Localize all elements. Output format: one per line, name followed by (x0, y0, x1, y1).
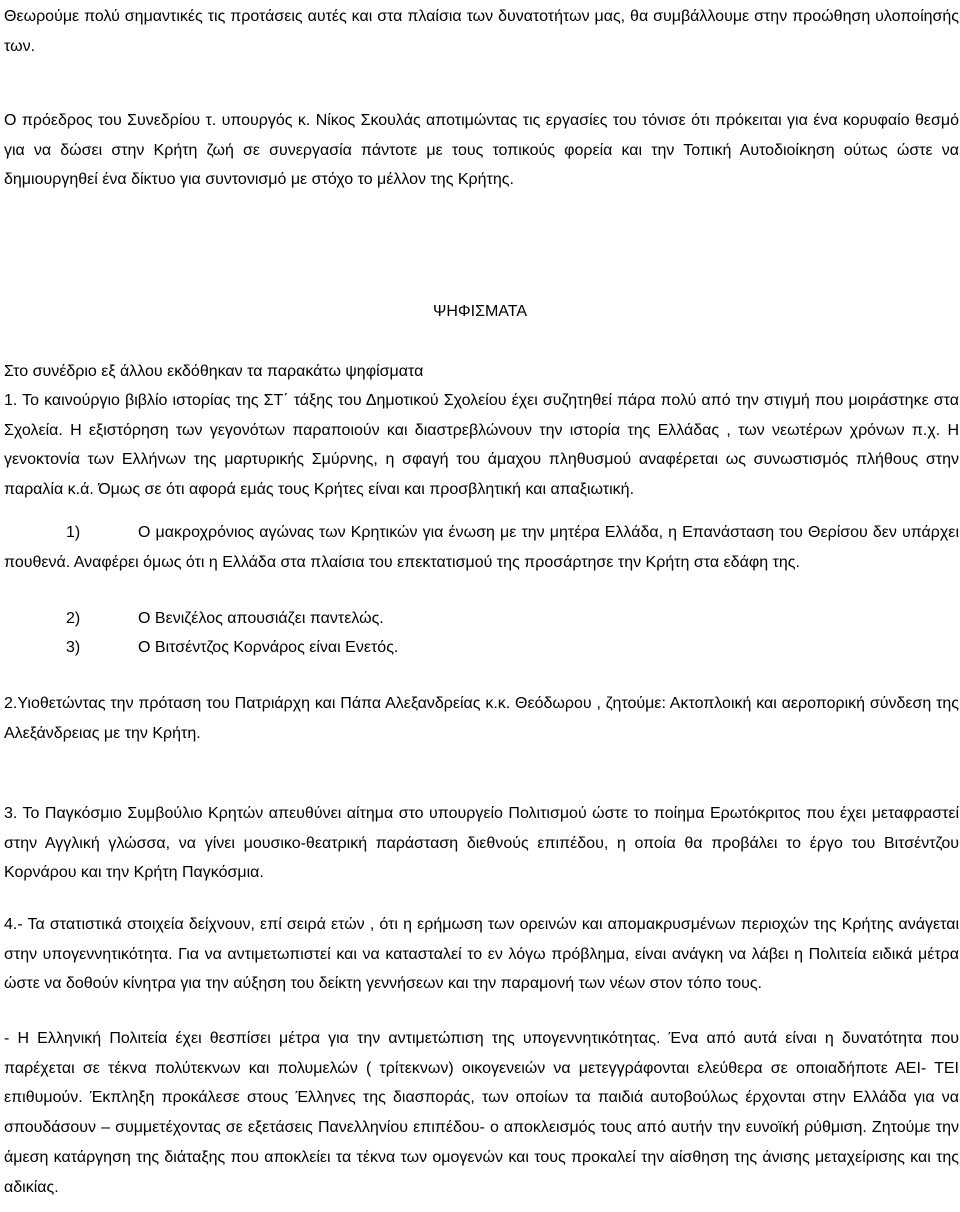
resolution-2: 2.Υιοθετώντας την πρόταση του Πατριάρχη και Πάπα Αλεξανδρείας κ.κ. Θεόδωρου , ζητούμε: Ακτοπλοική και αεροπορική σύνδεση της Αλεξάνδρειας με την Κρήτη. (4, 695, 959, 742)
section-title: ΨΗΦΙΣΜΑΤΑ (432, 303, 528, 320)
president-paragraph: Ο πρόεδρος του Συνεδρίου τ. υπουργός κ. Νίκος Σκουλάς αποτιμώντας τις εργασίες του τόνισε ότι πρόκειται για ένα κορυφαίο θεσμό για να δώσει στην Κρήτη ζωή σε συνεργασία πάντοτε με τους τοπικούς φορεία και την Τοπική Αυτοδιοίκηση ούτως ώστε να δημιουργηθεί ένα δίκτυο για συντονισμό με στόχο το μέλλον της Κρήτης. (4, 112, 959, 189)
sub-item-text: Ο Βενιζέλος απουσιάζει παντελώς. (138, 610, 384, 627)
sub-item-number: 2) (66, 610, 81, 627)
section-intro: Στο συνέδριο εξ άλλου εκδόθηκαν τα παρακάτω ψηφίσματα (4, 363, 424, 380)
resolution-1: 1. Το καινούργιο βιβλίο ιστορίας της ΣΤ΄ τάξης του Δημοτικού Σχολείου έχει συζητηθεί πάρα πολύ από την στιγμή που μοιράστηκε στα Σχολεία. Η εξιστόρηση των γεγονότων παραποιούν και διαστρεβλώνουν την ιστορία της Ελλάδας , των νεωτέρων χρόνων π.χ. Η γενοκτονία των Ελλήνων της μαρτυρικής Σμύρνης, η σφαγή του άμαχου πληθυσμού αναφέρεται ως συνωστισμός πλήθους στην παραλία κ.ά. Όμως σε ότι αφορά εμάς τους Κρήτες είναι και προσβλητική και απαξιωτική. (4, 392, 959, 499)
sub-item-1 (4, 518, 959, 577)
resolution-3: 3. Το Παγκόσμιο Συμβούλιο Κρητών απευθύνει αίτημα στο υπουργείο Πολιτισμού ώστε το ποίημα Ερωτόκριτος που έχει μεταφραστεί στην Αγγλική γλώσσα, να γίνει μουσικο-θεατρική παράσταση διεθνούς επιπέδου, η οποία θα προβάλει το έργο του Βιτσέντζου Κορνάρου και την Κρήτη Παγκόσμια. (4, 805, 959, 882)
sub-item-number: 1) (66, 524, 81, 541)
sub-item-text: Ο μακροχρόνιος αγώνας των Κρητικών για ένωση με την μητέρα Ελλάδα, η Επανάσταση του Θερίσου δεν υπάρχει πουθενά. Αναφέρει όμως ότι η Ελλάδα στα πλαίσια του επεκτατισμού της προσάρτησε την Κρήτη στα εδάφη της. (4, 524, 959, 571)
sub-item-3 (4, 633, 959, 663)
sub-item-text: Ο Βιτσέντζος Κορνάρος είναι Ενετός. (138, 639, 399, 656)
intro-paragraph: Θεωρούμε πολύ σημαντικές τις προτάσεις αυτές και στα πλαίσια των δυνατοτήτων μας, θα συμβάλλουμε στην προώθηση υλοποίησής των. (4, 8, 959, 55)
resolution-4-continued: - Η Ελληνική Πολιτεία έχει θεσπίσει μέτρα για την αντιμετώπιση της υπογεννητικότητας. Ένα από αυτά είναι η δυνατότητα που παρέχεται σε τέκνα πολύτεκνων και πολυμελών ( τρίτεκνων) οικογενειών να μετεγγράφονται ελεύθερα σε οποιαδήποτε ΑΕΙ- ΤΕΙ επιθυμούν. Έκπληξη προκάλεσε στους Έλληνες της διασποράς, των οποίων τα παιδιά αυτοβούλως έρχονται στην Ελλάδα για να σπουδάσουν – συμμετέχοντας σε εξετάσεις Πανελληνίου επιπέδου- ο αποκλεισμός τους από αυτήν την ευνοϊκή ρύθμιση. Ζητούμε την άμεση κατάργηση της διάταξης που αποκλείει τα τέκνα των ομογενών και τους προκαλεί την αίσθηση της άνισης μεταχείρισης και της αδικίας. (4, 1030, 959, 1196)
sub-item-number: 3) (66, 639, 81, 656)
resolution-4: 4.- Τα στατιστικά στοιχεία δείχνουν, επί σειρά ετών , ότι η ερήμωση των ορεινών και απομακρυσμένων περιοχών της Κρήτης ανάγεται στην υπογεννητικότητα. Για να αντιμετωπιστεί και να κατασταλεί το εν λόγω πρόβλημα, είναι ανάγκη να λάβει η Πολιτεία ειδικά μέτρα ώστε να δοθούν κίνητρα για την αύξηση του δείκτη γεννήσεων και την παραμονή των νέων στον τόπο τους. (4, 916, 959, 993)
sub-item-2 (4, 604, 959, 634)
